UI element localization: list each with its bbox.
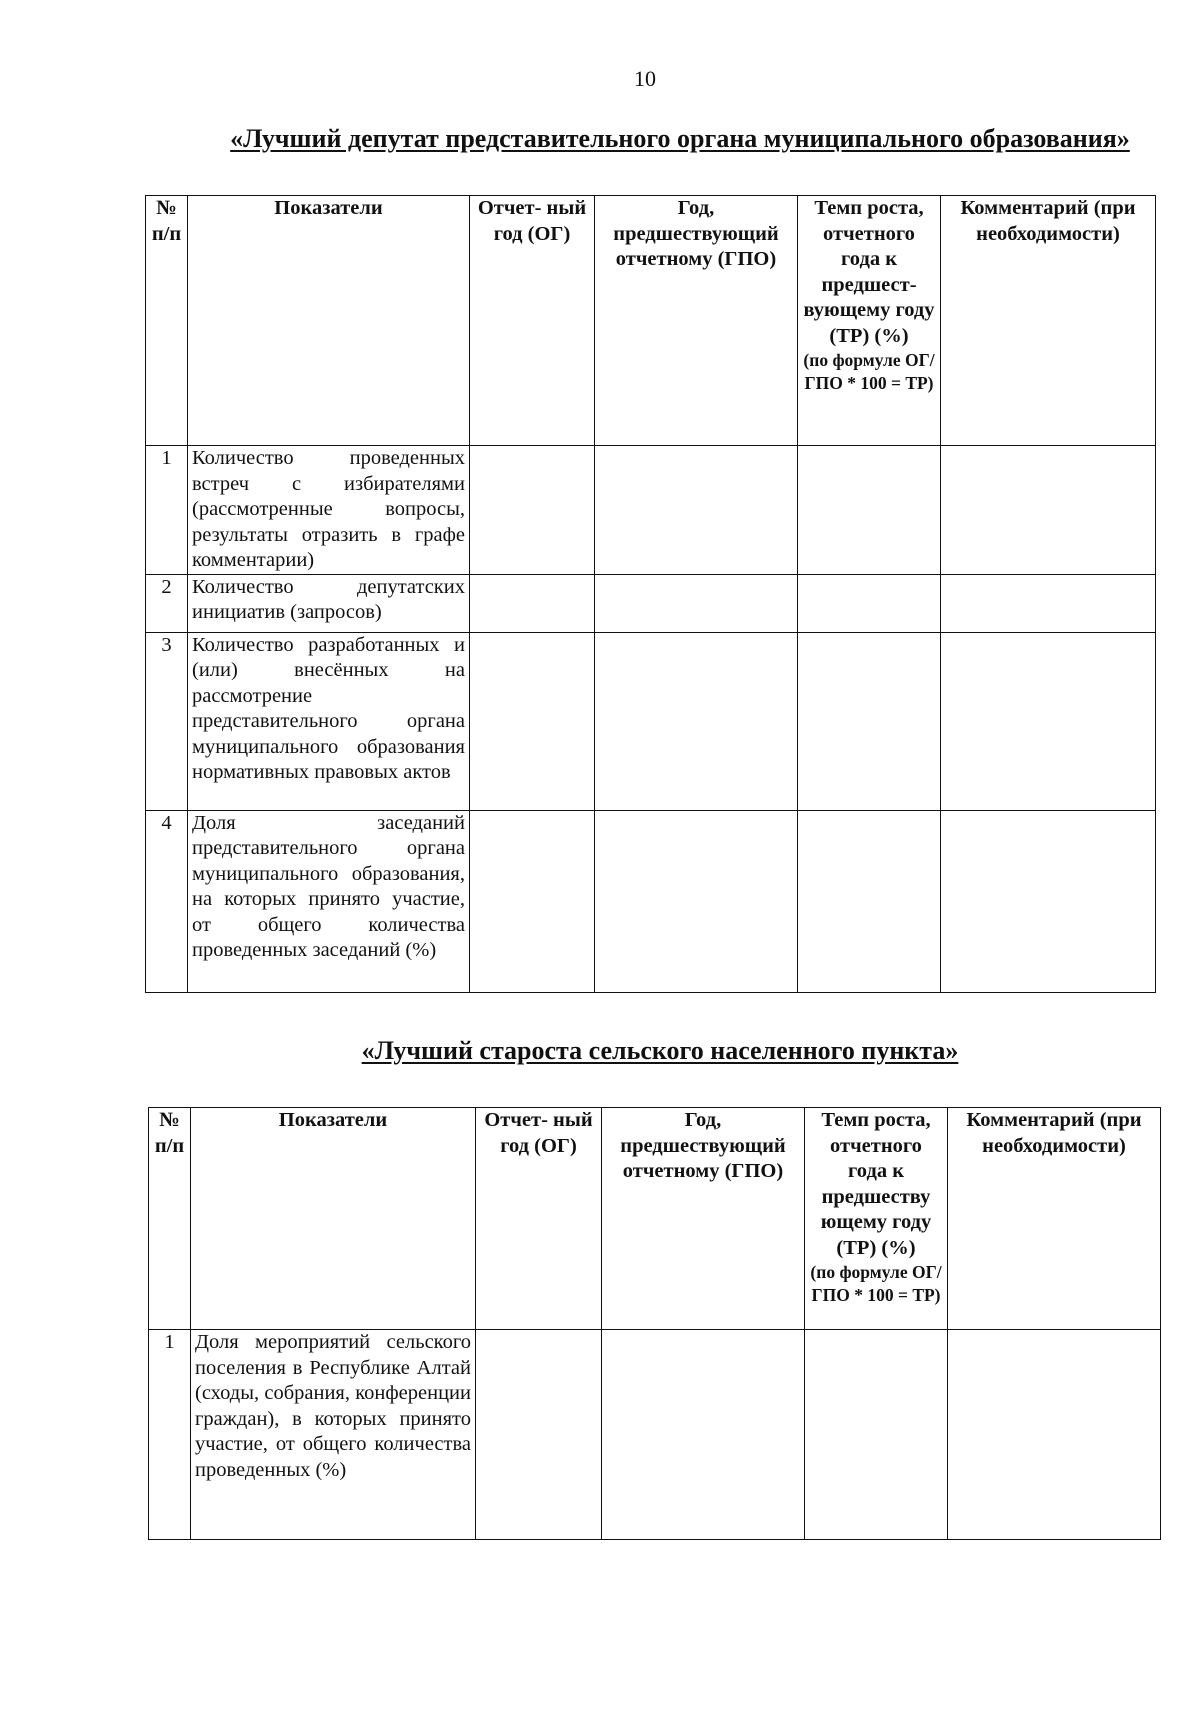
previous-year-cell[interactable] xyxy=(595,632,798,810)
growth-rate-label: Темп роста, отчетного года к предшест- вующему году (ТР) (%) xyxy=(803,197,935,347)
table-header-row xyxy=(146,196,1156,446)
row-number: 2 xyxy=(146,574,188,632)
indicator-cell: Количество проведенных встреч с избирателями (рассмотренные вопросы, результаты отразить в графе комментарии) xyxy=(188,446,470,575)
growth-formula: (по формуле ОГ/ГПО * 100 = ТР) xyxy=(803,350,935,393)
comment-cell[interactable] xyxy=(948,1330,1161,1540)
column-header-growth-rate xyxy=(798,196,941,446)
growth-formula: (по формуле ОГ/ГПО * 100 = ТР) xyxy=(810,1262,942,1305)
table-header-row xyxy=(149,1108,1161,1330)
growth-rate-label: Темп роста, отчетного года к предшеству ющему году (ТР) (%) xyxy=(820,1109,932,1259)
row-number: 4 xyxy=(146,810,188,992)
column-header-number: № п/п xyxy=(146,196,188,446)
indicator-cell: Доля мероприятий сельского поселения в Республике Алтай (сходы, собрания, конференции граждан), в которых принято участие, от общего количества проведенных (%) xyxy=(191,1330,476,1540)
best-deputy-table xyxy=(145,195,1156,993)
indicator-cell: Количество разработанных и (или) внесённых на рассмотрение представительного органа муниципального образования нормативных правовых актов xyxy=(188,632,470,810)
reporting-year-cell[interactable] xyxy=(470,810,595,992)
reporting-year-cell[interactable] xyxy=(470,632,595,810)
growth-rate-cell[interactable] xyxy=(798,574,941,632)
table-row xyxy=(149,1330,1161,1540)
growth-rate-cell[interactable] xyxy=(798,810,941,992)
row-number: 1 xyxy=(146,446,188,575)
growth-rate-cell[interactable] xyxy=(798,446,941,575)
column-header-indicators: Показатели xyxy=(188,196,470,446)
column-header-reporting-year: Отчет- ный год (ОГ) xyxy=(470,196,595,446)
previous-year-cell[interactable] xyxy=(595,810,798,992)
best-village-elder-table xyxy=(148,1107,1161,1540)
table-row xyxy=(146,632,1156,810)
column-header-growth-rate xyxy=(805,1108,948,1330)
indicator-cell: Доля заседаний представительного органа муниципального образования, на которых принято участие, от общего количества проведенных заседаний (%) xyxy=(188,810,470,992)
growth-rate-cell[interactable] xyxy=(798,632,941,810)
column-header-comment: Комментарий (при необходимости) xyxy=(941,196,1156,446)
reporting-year-cell[interactable] xyxy=(470,446,595,575)
row-number: 3 xyxy=(146,632,188,810)
section-title-best-village-elder: «Лучший староста сельского населенного пункта» xyxy=(361,1036,959,1065)
comment-cell[interactable] xyxy=(941,574,1156,632)
comment-cell[interactable] xyxy=(941,446,1156,575)
column-header-indicators: Показатели xyxy=(191,1108,476,1330)
indicator-cell: Количество депутатских инициатив (запросов) xyxy=(188,574,470,632)
previous-year-cell[interactable] xyxy=(595,574,798,632)
previous-year-cell[interactable] xyxy=(602,1330,805,1540)
reporting-year-cell[interactable] xyxy=(476,1330,602,1540)
table-row xyxy=(146,574,1156,632)
section-title-best-deputy: «Лучший депутат представительного органа муниципального образования» xyxy=(230,124,1130,153)
row-number: 1 xyxy=(149,1330,191,1540)
column-header-reporting-year: Отчет- ный год (ОГ) xyxy=(476,1108,602,1330)
table-row xyxy=(146,446,1156,575)
previous-year-cell[interactable] xyxy=(595,446,798,575)
growth-rate-cell[interactable] xyxy=(805,1330,948,1540)
reporting-year-cell[interactable] xyxy=(470,574,595,632)
column-header-number: № п/п xyxy=(149,1108,191,1330)
page-number: 10 xyxy=(634,66,656,91)
comment-cell[interactable] xyxy=(941,810,1156,992)
comment-cell[interactable] xyxy=(941,632,1156,810)
table-row xyxy=(146,810,1156,992)
column-header-comment: Комментарий (при необходимости) xyxy=(948,1108,1161,1330)
column-header-previous-year: Год, предшествующий отчетному (ГПО) xyxy=(602,1108,805,1330)
column-header-previous-year: Год, предшествующий отчетному (ГПО) xyxy=(595,196,798,446)
